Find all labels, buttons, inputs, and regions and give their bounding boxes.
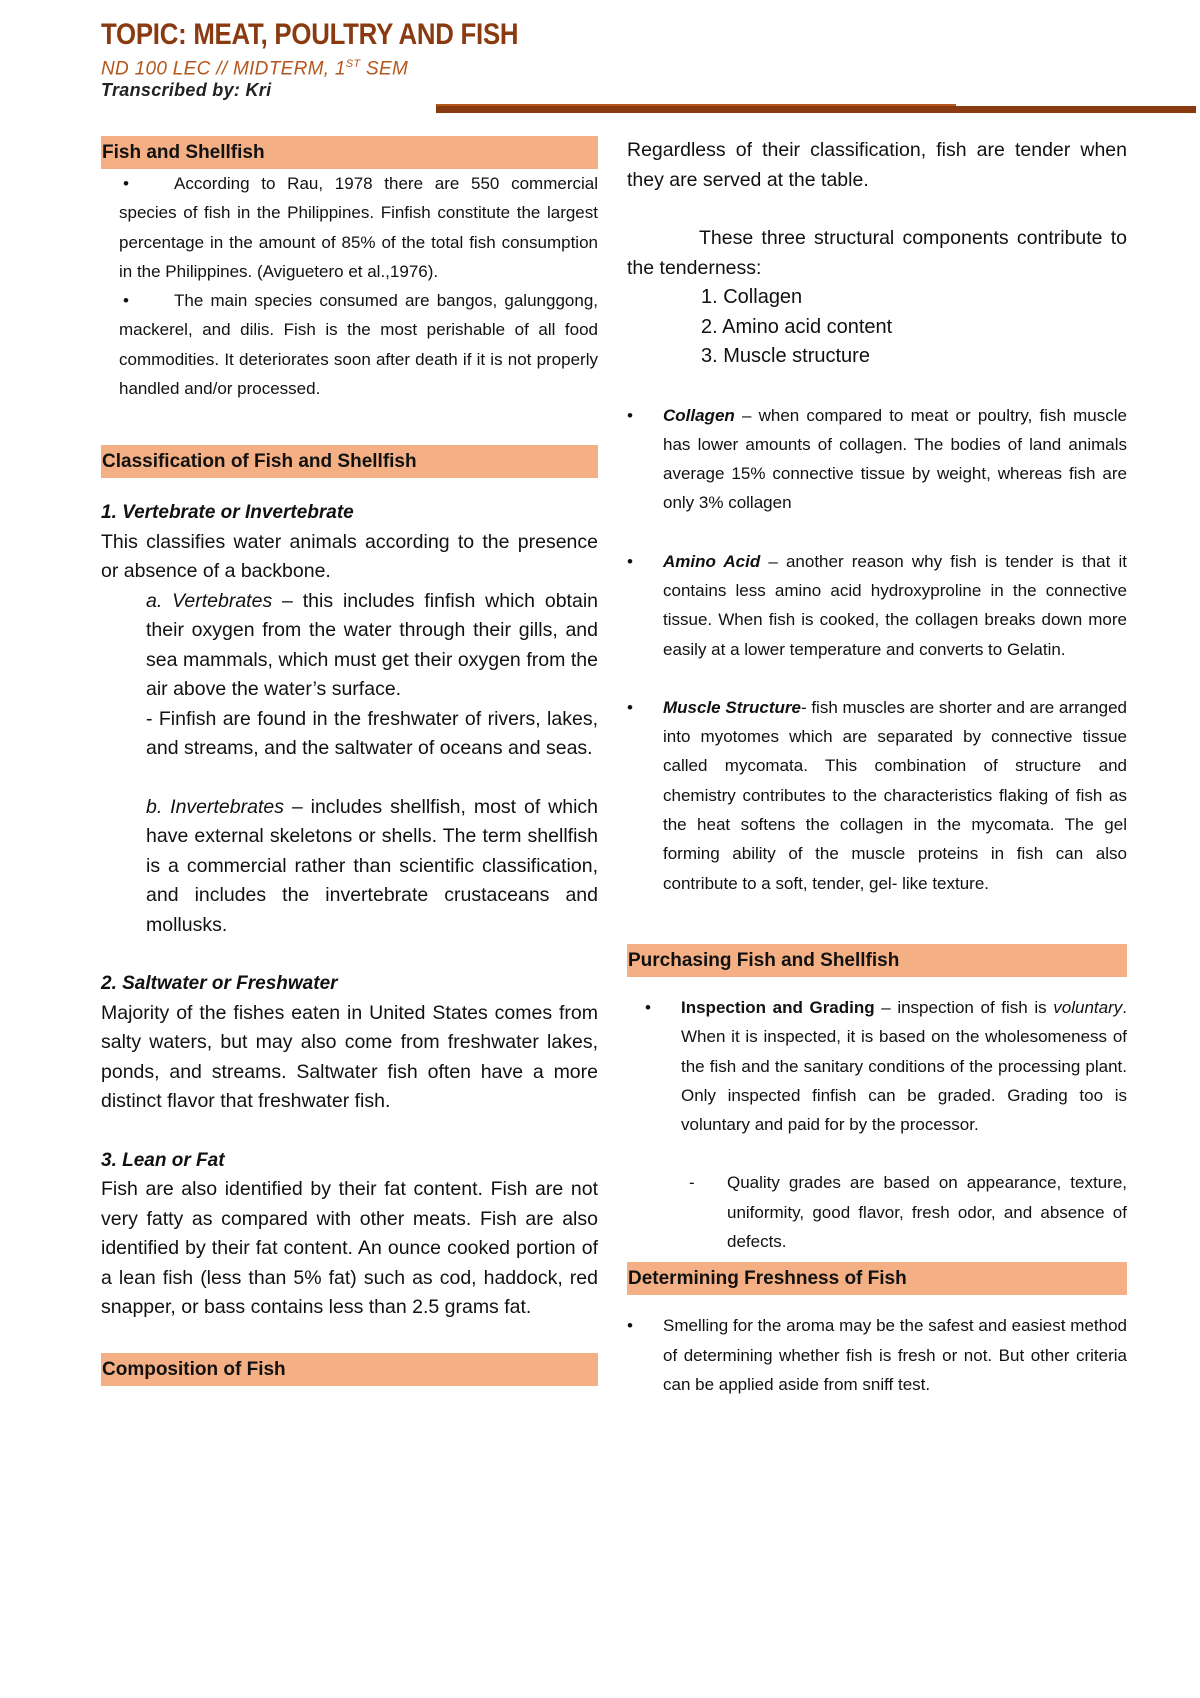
list-item — [627, 547, 1127, 664]
components-list — [627, 283, 1127, 372]
subtitle-superscript: ST — [345, 58, 361, 70]
bullet-icon: • — [645, 997, 651, 1017]
finfish-paragraph: - Finfish are found in the freshwater of rivers, lakes, and streams, and the saltwater of oceans and seas. — [146, 707, 598, 760]
inspection-label: Inspection and Grading — [681, 997, 875, 1017]
classification-2-text: Majority of the fishes eaten in United States comes from salty waters, but may also come from freshwater lakes, ponds, and streams. Saltwater fish often have a more distinct flavor that freshwater fish. — [101, 1001, 598, 1113]
tenderness-intro: Regardless of their classification, fish are tender when they are served at the table. — [627, 139, 1127, 191]
amino-text: – another reason why fish is tender is that it contains less amino acid hydroxyproline in the connective tissue. When fish is cooked, the collagen breaks down more easily at a lower temperature and converts to Gelatin. — [663, 551, 1127, 659]
classification-3-title: 3. Lean or Fat — [101, 1149, 225, 1171]
muscle-paragraph — [663, 693, 1127, 898]
bullet-icon: • — [627, 405, 633, 425]
bullet-icon: • — [627, 697, 633, 717]
collagen-text: – when compared to meat or poultry, fish muscle has lower amounts of collagen. The bodies of land animals average 15% connective tissue by weight, whereas fish are only 3% collagen — [663, 405, 1127, 513]
invertebrates-text: – includes shellfish, most of which have external skeletons or shells. The term shellfish is a commercial rather than scientific classification, and includes the invertebrate crustaceans and mollusks. — [146, 795, 599, 936]
smell-paragraph: Smelling for the aroma may be the safest and easiest method of determining whether fish is fresh or not. But other criteria can be applied aside from sniff test. — [663, 1316, 1127, 1394]
section-classification: Classification of Fish and Shellfish — [101, 445, 598, 478]
quality-grades-text: Quality grades are based on appearance, texture, uniformity, good flavor, fresh odor, and absence of defects. — [727, 1173, 1127, 1252]
left-column — [101, 136, 598, 1386]
inspection-paragraph — [681, 993, 1127, 1139]
inspection-voluntary: voluntary — [1053, 997, 1123, 1017]
bullet-icon: • — [627, 1316, 633, 1336]
list-item — [627, 401, 1127, 518]
section-freshness: Determining Freshness of Fish — [627, 1262, 1127, 1295]
muscle-label: Muscle Structure — [663, 697, 801, 717]
inspection-text-2: . When it is inspected, it is based on the wholesomeness of the fish and the sanitary conditions of the processing plant. Only inspected finfish can be graded. Grading too is voluntary and paid for by the processor. — [681, 997, 1127, 1135]
vertebrates-paragraph — [101, 587, 598, 705]
list-item — [627, 693, 1127, 898]
classification-1-title: 1. Vertebrate or Invertebrate — [101, 502, 354, 524]
muscle-text: - fish muscles are shorter and are arranged into myotomes which are separated by connective tissue called mycomata. This combination of structure and chemistry contributes to the characteristics flaking of fish as the heat softens the collagen in the mycomata. The gel forming ability of the muscle proteins in fish can also contribute to a soft, tender, gel- like texture. — [663, 697, 1127, 893]
fish-bullet-2: The main species consumed are bangos, galunggong, mackerel, and dilis. Fish is the most perishable of all food commodities. It deteriorates soon after death if it is not properly handled and/or processed. — [119, 291, 598, 399]
collagen-paragraph — [663, 401, 1127, 518]
bullet-icon: • — [627, 551, 633, 571]
section-fish-and-shellfish: Fish and Shellfish — [101, 136, 598, 169]
list-item — [101, 286, 598, 403]
bullet-icon: • — [123, 174, 129, 193]
subtitle-main: ND 100 LEC // MIDTERM, 1 — [101, 58, 346, 80]
classification-2-title: 2. Saltwater or Freshwater — [101, 973, 338, 995]
subtitle-tail: SEM — [360, 58, 409, 80]
dash-icon: - — [689, 1173, 695, 1193]
list-item: 1. Collagen — [701, 286, 803, 308]
document-title: TOPIC: MEAT, POULTRY AND FISH — [101, 18, 519, 51]
vertebrates-label: a. Vertebrates — [146, 589, 273, 612]
amino-paragraph — [663, 547, 1127, 664]
list-item — [101, 169, 598, 286]
section-composition: Composition of Fish — [101, 1353, 598, 1386]
invertebrates-label: b. Invertebrates — [146, 795, 284, 818]
invertebrates-paragraph — [101, 793, 598, 941]
header-rule — [436, 106, 1196, 113]
list-item — [627, 993, 1127, 1139]
classification-1-text: This classifies water animals according to the presence or absence of a backbone. — [101, 530, 598, 583]
vertebrates-text: – this includes finfish which obtain their oxygen from the water through their gills, and sea mammals, which must get their oxygen from the air above the water’s surface. — [146, 589, 598, 701]
list-item: 3. Muscle structure — [701, 345, 870, 367]
fish-bullet-1: According to Rau, 1978 there are 550 commercial species of fish in the Philippines. Finfish constitute the largest percentage in the amount of 85% of the total fish consumption in the Philippines. (Aviguetero et al.,1976). — [119, 174, 598, 281]
section-purchasing: Purchasing Fish and Shellfish — [627, 944, 1127, 977]
components-intro: These three structural components contribute to the tenderness: — [627, 227, 1127, 279]
inspection-text-1: – inspection of fish is — [874, 997, 1054, 1017]
document-subtitle — [101, 58, 408, 80]
right-column — [627, 136, 1127, 1399]
transcriber-line: Transcribed by: Kri — [101, 80, 272, 100]
classification-3-text: Fish are also identified by their fat content. Fish are not very fatty as compared with other meats. Fish are also identified by their fat content. An ounce cooked portion of a lean fish (less than 5% fat) such as cod, haddock, red snapper, or bass contains less than 2.5 grams fat. — [101, 1178, 598, 1319]
collagen-label: Collagen — [663, 405, 735, 425]
amino-label: Amino Acid — [663, 551, 761, 571]
list-item: 2. Amino acid content — [701, 315, 893, 338]
bullet-icon: • — [123, 291, 129, 311]
list-item — [627, 1168, 1127, 1256]
list-item — [627, 1311, 1127, 1399]
